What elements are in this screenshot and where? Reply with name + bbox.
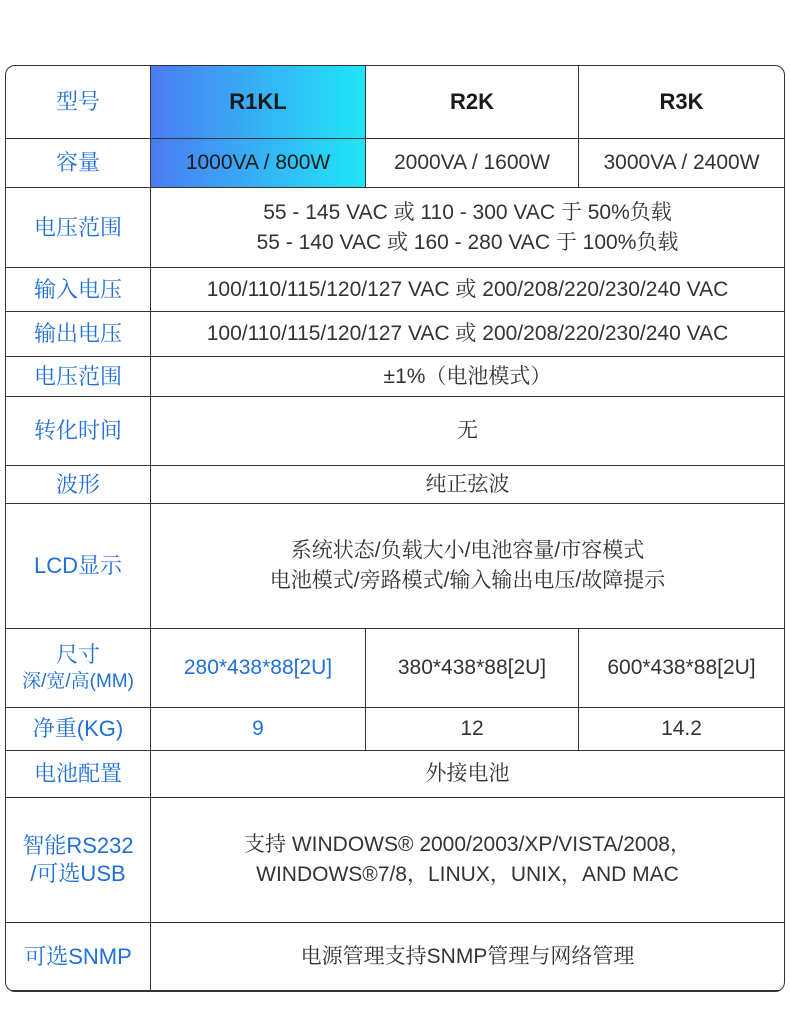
voltage-range-value bbox=[151, 188, 784, 267]
row-label-voltage-range: 电压范围 bbox=[6, 188, 150, 267]
dimensions-r1kl: 280*438*88[2U] bbox=[151, 629, 365, 707]
voltage-regulation-value: ±1%（电池模式） bbox=[151, 357, 784, 396]
model-r3k: R3K bbox=[579, 66, 784, 138]
capacity-r1kl: 1000VA / 800W bbox=[151, 139, 365, 187]
row-label-transfer-time: 转化时间 bbox=[6, 397, 150, 465]
battery-value: 外接电池 bbox=[151, 751, 784, 797]
dimensions-sublabel: 深/宽/高(MM) bbox=[22, 671, 134, 692]
communication-line-1: 支持 WINDOWS® 2000/2003/XP/VISTA/2008， bbox=[244, 833, 691, 856]
snmp-value: 电源管理支持SNMP管理与网络管理 bbox=[151, 923, 784, 990]
lcd-display-value bbox=[151, 504, 784, 628]
row-label-voltage-regulation: 电压范围 bbox=[6, 357, 150, 396]
spec-table bbox=[6, 66, 784, 991]
voltage-range-line-2: 55 - 140 VAC 或 160 - 280 VAC 于 100%负载 bbox=[256, 230, 679, 254]
lcd-display-line-1: 系统状态/负载大小/电池容量/市容模式 bbox=[290, 539, 645, 562]
row-label-net-weight: 净重(KG) bbox=[6, 708, 150, 750]
spec-sheet bbox=[5, 65, 785, 992]
row-label-battery: 电池配置 bbox=[6, 751, 150, 797]
row-label-communication bbox=[6, 798, 150, 922]
model-r2k: R2K bbox=[366, 66, 578, 138]
row-label-output-voltage: 输出电压 bbox=[6, 312, 150, 356]
dimensions-r3k: 600*438*88[2U] bbox=[579, 629, 784, 707]
communication-label-line-2: /可选USB bbox=[30, 861, 126, 886]
communication-value bbox=[151, 798, 784, 922]
capacity-r2k: 2000VA / 1600W bbox=[366, 139, 578, 187]
net-weight-r2k: 12 bbox=[366, 708, 578, 750]
input-voltage-value: 100/110/115/120/127 VAC 或 200/208/220/230/240 VAC bbox=[151, 268, 784, 311]
voltage-range-line-1: 55 - 145 VAC 或 110 - 300 VAC 于 50%负载 bbox=[263, 200, 672, 224]
row-label-dimensions bbox=[6, 629, 150, 707]
row-label-waveform: 波形 bbox=[6, 466, 150, 503]
transfer-time-value: 无 bbox=[151, 397, 784, 465]
row-label-model: 型号 bbox=[6, 66, 150, 138]
row-label-input-voltage: 输入电压 bbox=[6, 268, 150, 311]
net-weight-r3k: 14.2 bbox=[579, 708, 784, 750]
net-weight-r1kl: 9 bbox=[151, 708, 365, 750]
communication-line-2: WINDOWS®7/8，LINUX，UNIX，AND MAC bbox=[256, 863, 679, 886]
waveform-value: 纯正弦波 bbox=[151, 466, 784, 503]
output-voltage-value: 100/110/115/120/127 VAC 或 200/208/220/230/240 VAC bbox=[151, 312, 784, 356]
row-label-snmp: 可选SNMP bbox=[6, 923, 150, 990]
row-label-capacity: 容量 bbox=[6, 139, 150, 187]
model-r1kl: R1KL bbox=[151, 66, 365, 138]
communication-label-line-1: 智能RS232 bbox=[22, 833, 134, 858]
lcd-display-line-2: 电池模式/旁路模式/输入输出电压/故障提示 bbox=[269, 569, 666, 592]
row-label-lcd-display: LCD显示 bbox=[6, 504, 150, 628]
dimensions-r2k: 380*438*88[2U] bbox=[366, 629, 578, 707]
capacity-r3k: 3000VA / 2400W bbox=[579, 139, 784, 187]
dimensions-label: 尺寸 bbox=[55, 642, 100, 667]
